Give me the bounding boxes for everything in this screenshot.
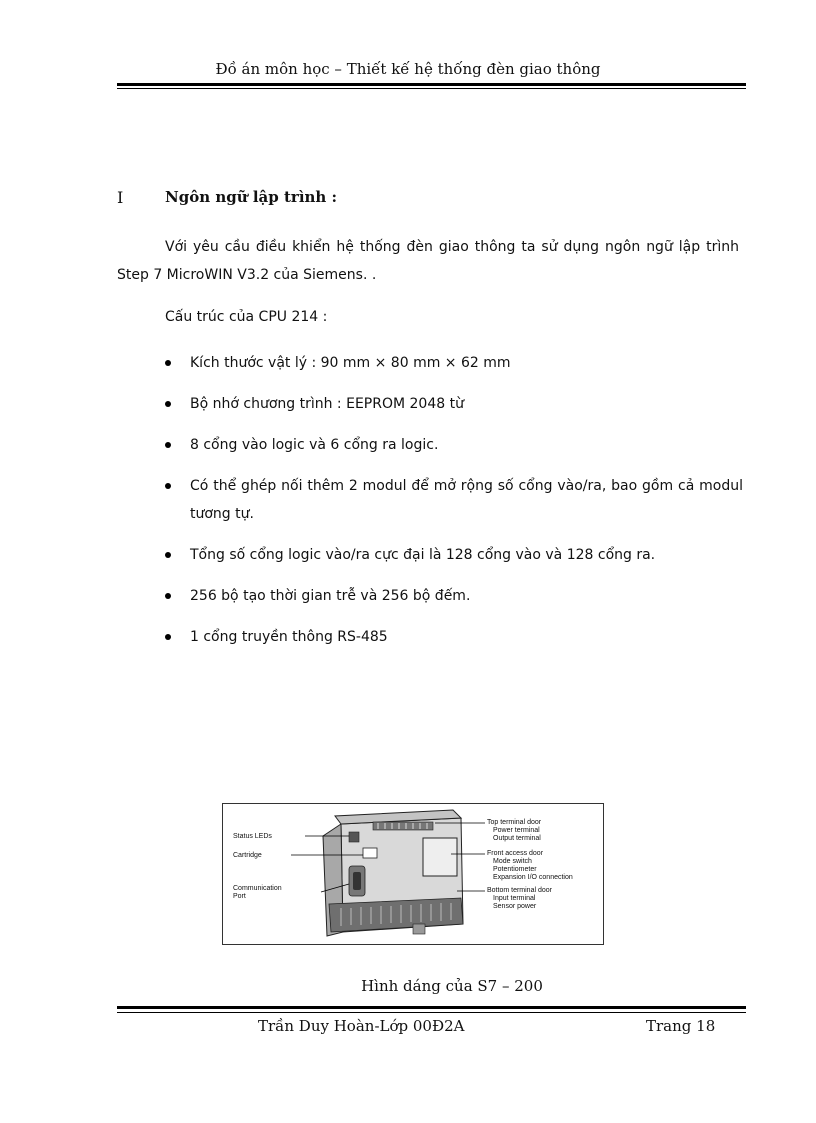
section-number: I xyxy=(117,188,124,207)
list-item xyxy=(165,623,743,651)
label-comm-port-line1: Communication xyxy=(233,885,282,892)
label-front-door: Front access door xyxy=(487,850,544,857)
header-rule-thick xyxy=(117,83,746,86)
list-item-text: Bộ nhớ chương trình : EEPROM 2048 từ xyxy=(190,396,464,412)
bullet-icon xyxy=(165,360,171,366)
page-header-title: Đồ án môn học – Thiết kế hệ thống đèn giao thông xyxy=(215,60,601,78)
label-sensor-power: Sensor power xyxy=(493,903,537,910)
label-input-terminal: Input terminal xyxy=(493,895,536,902)
label-expansion: Expansion I/O connection xyxy=(493,874,573,881)
footer-rule-thick xyxy=(117,1006,746,1009)
bullet-icon xyxy=(165,401,171,407)
list-item-text: Tổng số cổng logic vào/ra cực đại là 128 cổng vào và 128 cổng ra. xyxy=(190,547,656,563)
bullet-icon xyxy=(165,442,171,448)
page-number: Trang 18 xyxy=(646,1017,716,1035)
list-item-text: 1 cổng truyền thông RS-485 xyxy=(190,629,388,645)
label-cartridge: Cartridge xyxy=(233,852,262,859)
label-mode-switch: Mode switch xyxy=(493,858,532,865)
bullet-icon xyxy=(165,634,171,640)
intro-paragraph: Với yêu cầu điều khiển hệ thống đèn giao thông ta sử dụng ngôn ngữ lập trình Step 7 MicroWIN V3.2 của Siemens. . xyxy=(117,239,739,283)
bullet-icon xyxy=(165,552,171,558)
footer-rule-thin xyxy=(117,1012,746,1013)
bullet-icon xyxy=(165,593,171,599)
label-potentiometer: Potentiometer xyxy=(493,866,537,873)
list-item xyxy=(165,431,743,459)
label-top-door: Top terminal door xyxy=(487,819,542,826)
header-rule-thin xyxy=(117,88,746,89)
list-item-text: Có thể ghép nối thêm 2 modul để mở rộng số cổng vào/ra, bao gồm cả modul tương tự. xyxy=(190,478,743,522)
label-output-terminal: Output terminal xyxy=(493,835,541,842)
cpu-spec-list xyxy=(165,349,743,664)
s7-200-figure xyxy=(222,803,604,945)
label-bottom-door: Bottom terminal door xyxy=(487,887,552,894)
list-item-text: 8 cổng vào logic và 6 cổng ra logic. xyxy=(190,437,439,453)
label-comm-port-line2: Port xyxy=(233,893,246,900)
cpu-heading: Cấu trúc của CPU 214 : xyxy=(165,309,328,325)
list-item xyxy=(165,390,743,418)
list-item-text: 256 bộ tạo thời gian trễ và 256 bộ đếm. xyxy=(190,588,471,604)
section-title: Ngôn ngữ lập trình : xyxy=(165,188,338,206)
bullet-icon xyxy=(165,483,171,489)
figure-caption: Hình dáng của S7 – 200 xyxy=(361,977,543,995)
list-item xyxy=(165,472,743,528)
list-item-text: Kích thước vật lý : 90 mm × 80 mm × 62 mm xyxy=(190,355,511,371)
list-item xyxy=(165,582,743,610)
label-status-leds: Status LEDs xyxy=(233,833,272,840)
list-item xyxy=(165,541,743,569)
list-item xyxy=(165,349,743,377)
footer-author: Trần Duy Hoàn-Lớp 00Đ2A xyxy=(258,1017,465,1035)
label-power-terminal: Power terminal xyxy=(493,827,540,834)
